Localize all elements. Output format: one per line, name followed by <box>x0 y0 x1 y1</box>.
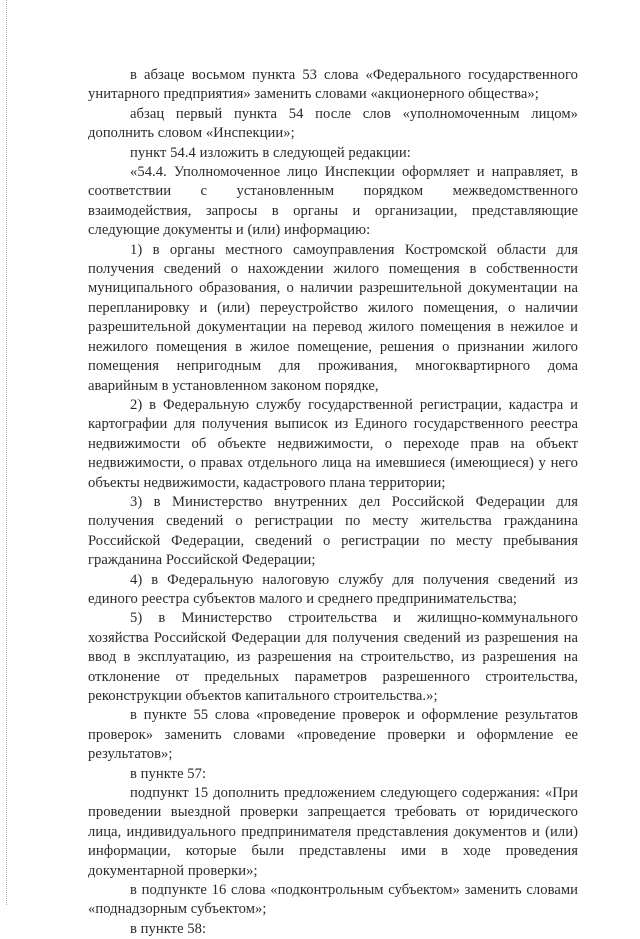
paragraph: в абзаце восьмом пункта 53 слова «Федерального государственного унитарного предприятия» заменить словами «акционерного общества»; <box>88 67 578 103</box>
paragraph: в подпункте 16 слова «подконтрольным субъектом» заменить словами «поднадзорным субъектом»; <box>88 882 578 918</box>
paragraph: в пункте 57: <box>130 765 207 782</box>
document-page <box>88 66 578 939</box>
paragraph: 2) в Федеральную службу государственной регистрации, кадастра и картографии для получения выписок из Единого государственного реестра недвижимости об объекте недвижимости, о переходе прав на объект недвижимости, о правах отдельного лица на имевшиеся (имеющиеся) у него объекты недвижимости, кадастрового плана территории; <box>88 396 578 491</box>
scan-edge-line <box>6 0 8 905</box>
paragraph: подпункт 15 дополнить предложением следующего содержания: «При проведении выездной проверки запрещается требовать от юридического лица, индивидуального предпринимателя представления документов и (или) информации, которые были представлены ими в ходе проведения документарной проверки»; <box>88 785 578 879</box>
paragraph: 3) в Министерство внутренних дел Российской Федерации для получения сведений о регистрации по месту жительства гражданина Российской Федерации, сведений о регистрации по месту пребывания гражданина Российской Федерации; <box>88 493 578 569</box>
paragraph: пункт 54.4 изложить в следующей редакции: <box>130 144 411 161</box>
paragraph: в пункте 55 слова «проведение проверок и оформление результатов проверок» заменить словами «проведение проверки и оформление ее результатов»; <box>88 707 578 763</box>
paragraph: «54.4. Уполномоченное лицо Инспекции оформляет и направляет, в соответствии с установленным порядком межведомственного взаимодействия, запросы в органы и организации, представляющие следующие документы и (или) информацию: <box>88 164 578 239</box>
paragraph: абзац первый пункта 54 после слов «уполномоченным лицом» дополнить словом «Инспекции»; <box>88 105 578 142</box>
paragraph: 1) в органы местного самоуправления Костромской области для получения сведений о нахождении жилого помещения в собственности муниципального образования, о наличии разрешительной документации на перепланировку и (или) переустройство жилого помещения, о наличии разрешительной документации на перевод жилого помещения в нежилое и нежилого помещения в жилое помещение, решения о признании жилого помещения непригодным для проживания, многоквартирного дома аварийным в установленном законом порядке, <box>88 241 578 394</box>
paragraph: в пункте 58: <box>130 920 207 937</box>
paragraph: 5) в Министерство строительства и жилищно-коммунального хозяйства Российской Федерации для получения сведений из разрешения на ввод в эксплуатацию, из разрешения на строительство, из разрешения на отклонение от предельных параметров разрешенного строительства, реконструкции объектов капитального строительства.»; <box>88 610 578 704</box>
paragraph: 4) в Федеральную налоговую службу для получения сведений из единого реестра субъектов малого и среднего предпринимательства; <box>88 571 578 607</box>
